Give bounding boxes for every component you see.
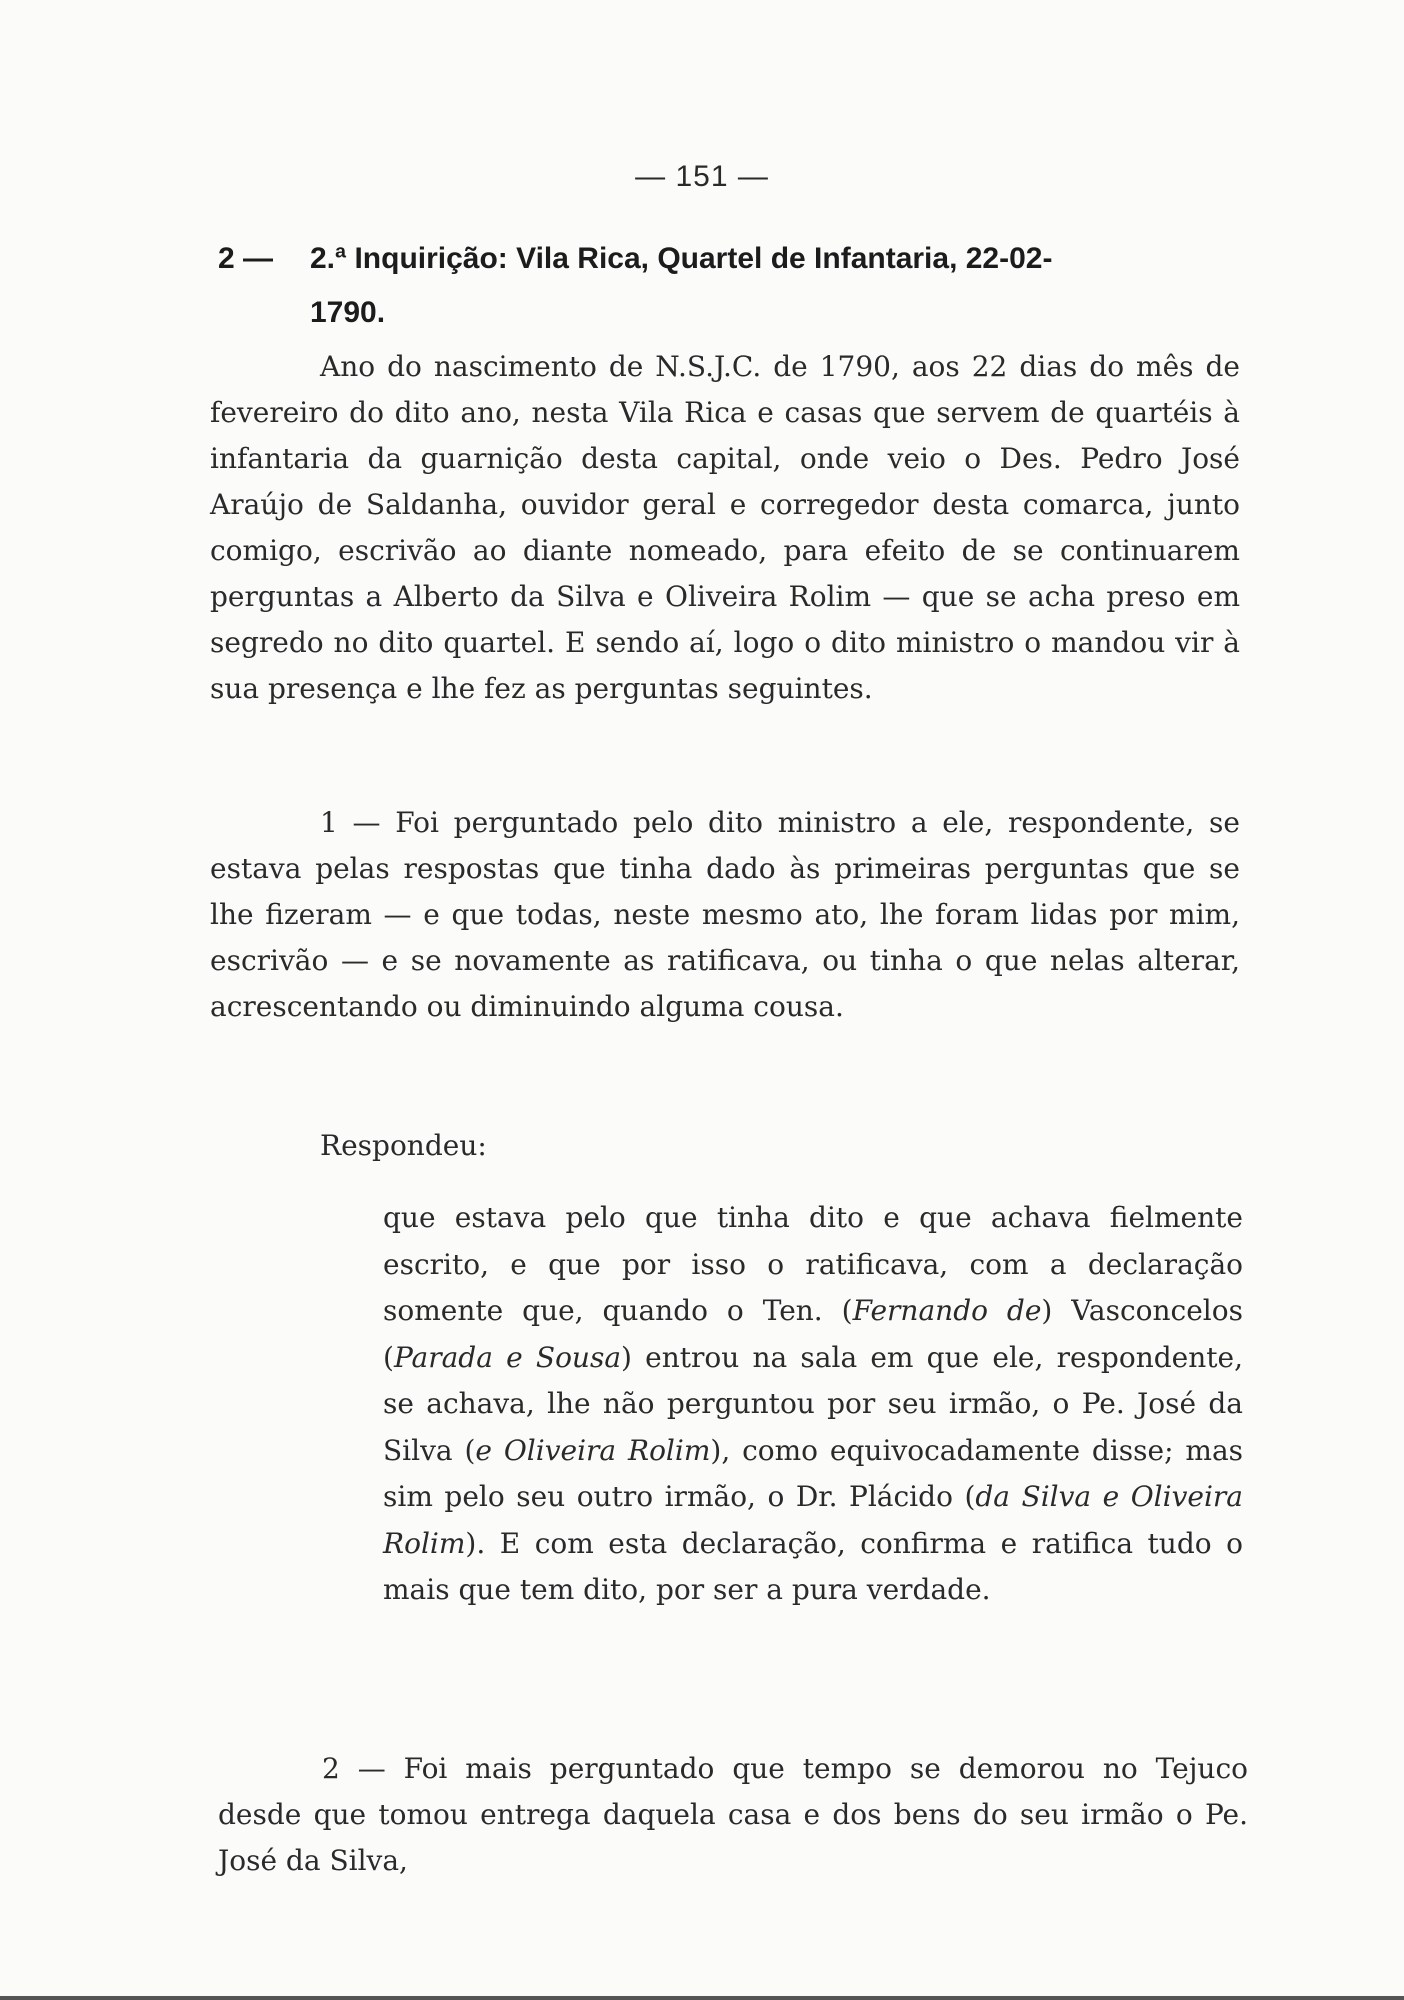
page-bottom-edge	[0, 1996, 1404, 2000]
page-number: — 151 —	[635, 160, 769, 193]
answer-part-5: ). E com esta declaração, confirma e ratifica tudo o mais que tem dito, por ser a pura verdade.	[383, 1526, 1243, 1606]
intro-paragraph	[210, 344, 1240, 712]
answer-italic-1: Fernando de	[852, 1294, 1042, 1327]
answer-label: Respondeu:	[320, 1129, 487, 1162]
question-2-text: 2 — Foi mais perguntado que tempo se demorou no Tejuco desde que tomou entrega daquela casa e dos bens do seu irmão o Pe. José da Silva,	[218, 1752, 1248, 1877]
answer-paragraph	[383, 1195, 1243, 1614]
answer-part-3: ) entrou na sala em que ele, respondente, se achava, lhe não perguntou por seu irmão, o Pe. José da Silva (	[383, 1340, 1243, 1467]
intro-text: Ano do nascimento de N.S.J.C. de 1790, aos 22 dias do mês de fevereiro do dito ano, nesta Vila Rica e casas que servem de quartéis à infantaria da guarnição desta capital, onde veio o Des. Pedro José Araújo de Saldanha, ouvidor geral e corregedor desta comarca, junto comigo, escrivão ao diante nomeado, para efeito de se continuarem perguntas a Alberto da Silva e Oliveira Rolim — que se acha preso em segredo no dito quartel. E sendo aí, logo o dito ministro o mandou vir à sua presença e lhe fez as perguntas seguintes.	[210, 350, 1240, 705]
question-1-paragraph	[210, 800, 1240, 1030]
answer-italic-2: Parada e Sousa	[393, 1340, 622, 1374]
answer-part-4: ), como equivocadamente disse; mas sim pelo seu outro irmão, o Dr. Plácido (	[383, 1433, 1244, 1513]
section-title-line2: 1790.	[310, 296, 386, 329]
section-number: 2 —	[218, 242, 274, 275]
answer-part-2: ) Vasconcelos (	[383, 1294, 1243, 1374]
answer-italic-4: da Silva e Oliveira Rolim	[383, 1480, 1244, 1560]
question-1-text: 1 — Foi perguntado pelo dito ministro a ele, respondente, se estava pelas respostas que tinha dado às primeiras perguntas que se lhe fizeram — e que todas, neste mesmo ato, lhe foram lidas por mim, escrivão — e se novamente as ratificava, ou tinha o que nelas alterar, acrescentando ou diminuindo alguma cousa.	[210, 806, 1240, 1023]
section-heading	[218, 232, 1248, 340]
question-2-paragraph	[218, 1746, 1248, 1884]
answer-italic-3: e Oliveira Rolim	[475, 1433, 711, 1467]
section-title-line1: 2.ª Inquirição: Vila Rica, Quartel de Infantaria, 22-02-	[310, 242, 1053, 275]
answer-part-1: que estava pelo que tinha dito e que achava fielmente escrito, e que por isso o ratificava, com a declaração somente que, quando o Ten. (	[383, 1201, 1243, 1327]
